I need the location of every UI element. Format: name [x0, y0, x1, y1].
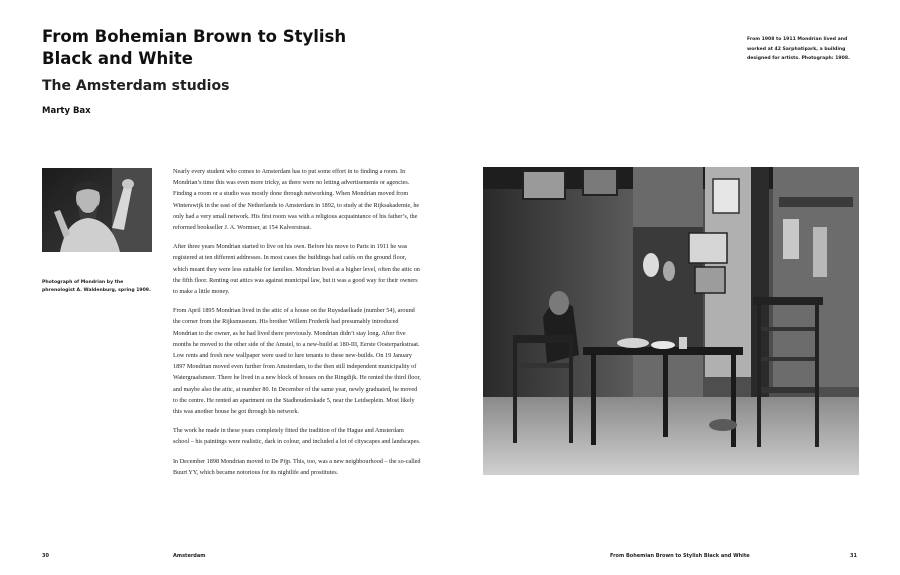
studio-interior-photo: [483, 167, 859, 475]
right-running-title: From Bohemian Brown to Stylish Black and White: [610, 553, 750, 559]
body-paragraph: In December 1898 Mondrian moved to De Pijp. This, too, was a new neighbourhood – the so-called Buurt YY, which became notorious for its nightlife and prostitutes.: [173, 457, 421, 476]
body-paragraph: Nearly every student who comes to Amsterdam has to put some effort in to finding a room. In Mondrian’s time this was even more tricky, as there were no letting advertisements or agencies. Finding a room or a studio was mostly done through networking. When Mondrian moved from Winterswijk in the east of the Netherlands to Amsterdam in 1892, to study at the Rijksakademie, he only had a very small network. His first room was with a religious acquaintance of his father’s, the reformed bookseller J. A. Wormser, at 154 Kalverstraat.: [173, 168, 420, 232]
mondrian-portrait-photo: [42, 168, 152, 252]
left-page-number: 30: [42, 553, 49, 559]
article-subtitle: The Amsterdam studios: [42, 78, 230, 94]
article-body: [173, 166, 421, 486]
left-running-section: Amsterdam: [173, 553, 206, 559]
studio-photo-caption: From 1908 to 1911 Mondrian lived and worked at 42 Sarphatipark, a building designed for artists. Photograph: 1908.: [747, 37, 850, 61]
right-page-number: 31: [850, 553, 857, 559]
body-paragraph: The work he made in these years completely fitted the tradition of the Hague and Amsterdam school – his paintings were realistic, dark in colour, and included a lot of cityscapes and landscapes.: [173, 427, 421, 446]
article-title: From Bohemian Brown to Stylish Black and White: [42, 27, 347, 68]
article-author: Marty Bax: [42, 106, 91, 116]
portrait-caption: Photograph of Mondrian by the phrenologist A. Waldenburg, spring 1909.: [42, 280, 151, 293]
body-paragraph: After three years Mondrian started to live on his own. Before his move to Paris in 1911 he was registered at ten different addresses. In most cases the buildings had cafés on the ground floor, which meant they were less suitable for families. Mondrian lived at a higher level, often the attic on the fifth floor. Renting out attics was against municipal law, but it was a good way for their owners to make a little money.: [173, 243, 420, 296]
body-paragraph: From April 1895 Mondrian lived in the attic of a house on the Ruysdaelkade (number 54), around the corner from the Rijksmuseum. His brother Willem Frederik had presumably introduced Mondrian to the owner, as he had lived there previously. Mondrian didn’t stay long. After five months he moved to the other side of the Amstel, to a new-build at 180-III, Eerste Oosterparkstraat. Low rents and fresh new wallpaper were used to lure tenants to these new-builds. On 19 January 1897 Mondrian moved even further from Amsterdam, to the then still independent municipality of Watergraafsmeer. There he lived in a new block of houses on the Ringdijk. He rented the third floor, and maybe also the attic, at number 80. In December of the same year, newly graduated, he moved to the centre. He rented an apartment on the Stadhouderskade 5, near the Leidseplein. Most likely this was another house he got through his network.: [173, 307, 421, 416]
